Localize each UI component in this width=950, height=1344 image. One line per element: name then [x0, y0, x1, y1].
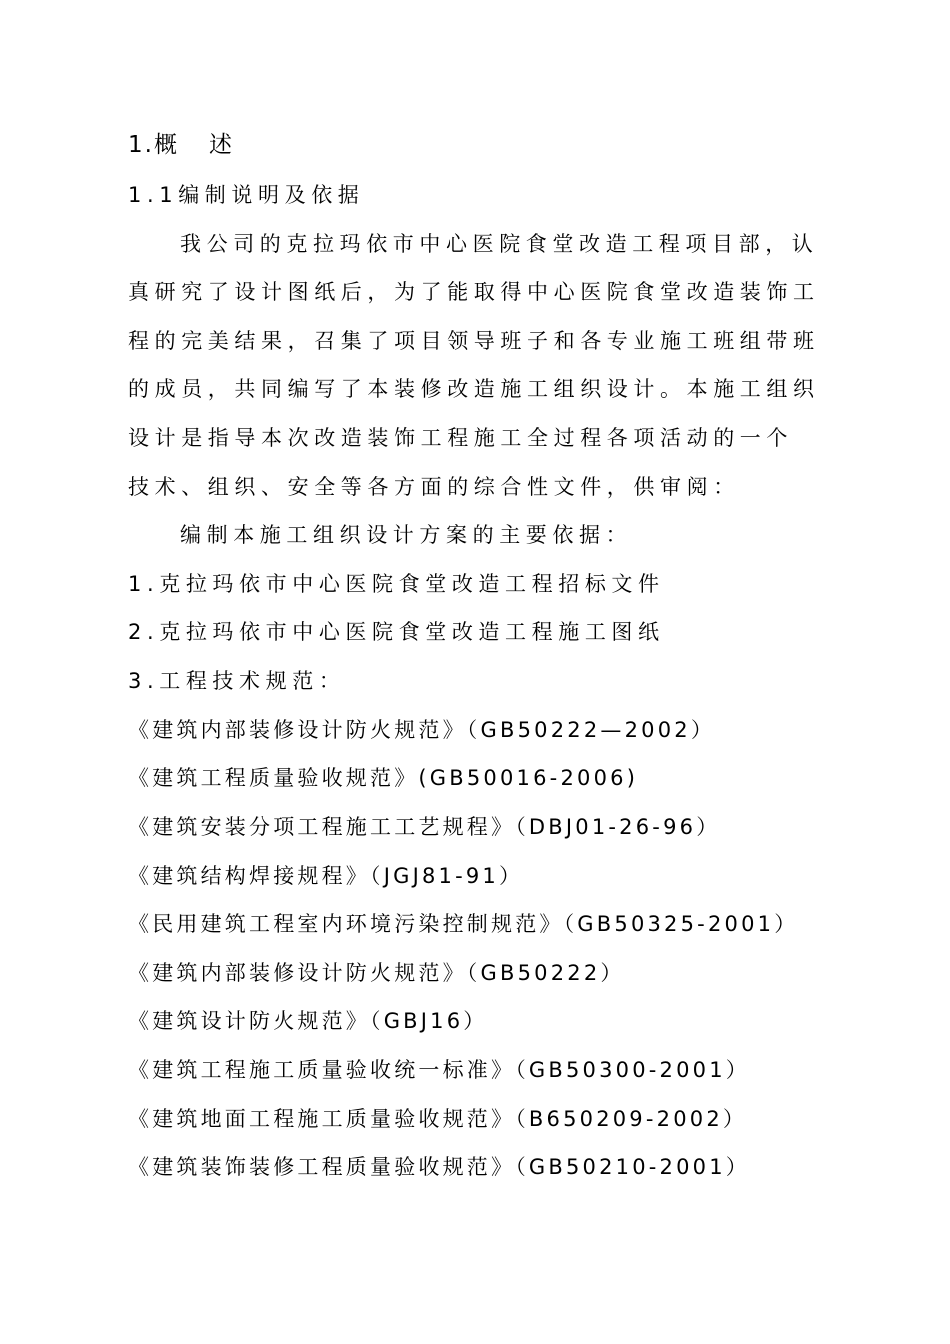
basis-item-1: 1.克拉玛依市中心医院食堂改造工程招标文件	[128, 572, 665, 596]
subsection-heading: 1.1编制说明及依据	[128, 183, 365, 207]
heading-word-2: 述	[208, 132, 234, 158]
basis-item-2: 2.克拉玛依市中心医院食堂改造工程施工图纸	[128, 620, 665, 644]
standard-item: 《建筑设计防火规范》（GBJ16）	[128, 1009, 488, 1033]
standard-item: 《建筑地面工程施工质量验收规范》（B650209-2002）	[128, 1107, 748, 1131]
section-heading	[128, 131, 234, 159]
basis-item-3: 3.工程技术规范：	[128, 669, 346, 693]
standard-item: 《建筑结构焊接规程》（JGJ81-91）	[128, 864, 524, 888]
standard-item: 《建筑工程施工质量验收统一标准》（GB50300-2001）	[128, 1058, 751, 1082]
standard-item: 《建筑安装分项工程施工工艺规程》（DBJ01-26-96）	[128, 815, 721, 839]
paragraph-1-line-2: 真研究了设计图纸后，为了能取得中心医院食堂改造装饰工	[128, 280, 820, 304]
paragraph-1-line-6: 技术、组织、安全等各方面的综合性文件，供审阅：	[128, 475, 740, 499]
standard-item: 《建筑内部装修设计防火规范》（GB50222—2002）	[128, 718, 716, 742]
paragraph-1-line-1: 我公司的克拉玛依市中心医院食堂改造工程项目部，认	[180, 232, 819, 256]
heading-number: 1.	[128, 132, 154, 158]
standard-item: 《建筑工程质量验收规范》(GB50016-2006)	[128, 766, 639, 790]
standard-item: 《民用建筑工程室内环境污染控制规范》（GB50325-2001）	[128, 912, 799, 936]
paragraph-1-line-3: 程的完美结果，召集了项目领导班子和各专业施工班组带班	[128, 329, 820, 353]
heading-word-1: 概	[153, 132, 179, 158]
paragraph-2: 编制本施工组织设计方案的主要依据：	[180, 523, 633, 547]
paragraph-1-line-4: 的成员，共同编写了本装修改造施工组织设计。本施工组织	[128, 377, 820, 401]
paragraph-1-line-5: 设计是指导本次改造装饰工程施工全过程各项活动的一个	[128, 426, 793, 450]
standard-item: 《建筑装饰装修工程质量验收规范》（GB50210-2001）	[128, 1155, 751, 1179]
standard-item: 《建筑内部装修设计防火规范》（GB50222）	[128, 961, 625, 985]
